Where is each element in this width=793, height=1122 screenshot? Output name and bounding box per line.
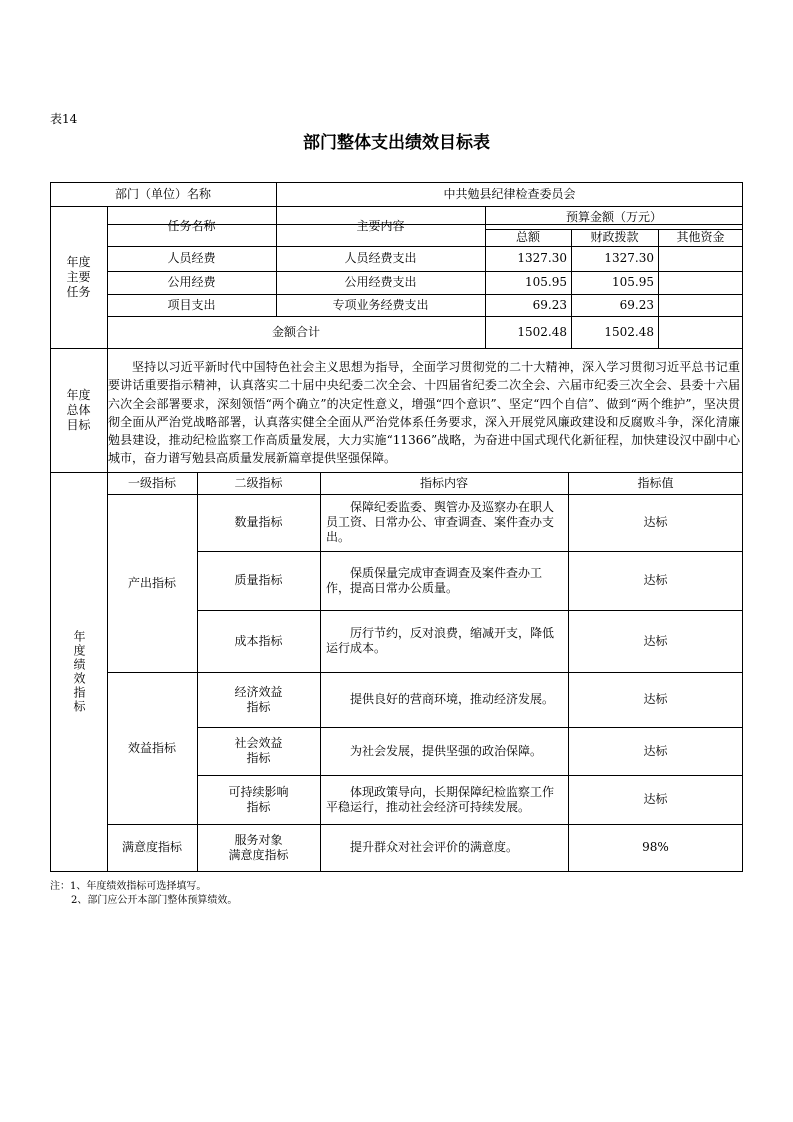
indicator-value: 达标 [643, 743, 668, 758]
indicator-content: 为社会发展，提供坚强的政治保障。 [350, 743, 543, 758]
col-fiscal: 财政拨款 [590, 230, 639, 244]
task-content: 专项业务经费支出 [332, 297, 429, 312]
task-name: 公用经费 [167, 275, 216, 289]
footnote: 注：1、年度绩效指标可选择填写。 [50, 881, 207, 892]
task-fiscal: 69.23 [619, 297, 654, 312]
tasks-section-label: 年度 主要 任务 [66, 254, 91, 299]
indicator-value: 98% [642, 840, 669, 854]
task-name: 人员经费 [167, 251, 216, 265]
level2-indicator: 经济效益 指标 [234, 684, 283, 714]
indicator-value: 达标 [643, 692, 668, 706]
level2-indicator: 服务对象 满意度指标 [228, 832, 289, 862]
task-content: 公用经费支出 [344, 275, 417, 289]
indicator-value: 达标 [643, 515, 668, 529]
col-budget: 预算金额（万元） [565, 210, 662, 224]
page-title: 部门整体支出绩效目标表 [303, 133, 490, 153]
table-number: 表14 [50, 112, 78, 126]
task-total: 105.95 [525, 275, 567, 289]
indicator-content: 体现政策导向，长期保障纪检监察工作平稳运行，推动社会经济可持续发展。 [326, 784, 555, 814]
task-name: 项目支出 [167, 297, 216, 312]
col-task-name: 任务名称 [167, 218, 216, 233]
col-other: 其他资金 [676, 230, 725, 244]
indicator-content: 提供良好的营商环境，推动经济发展。 [350, 692, 555, 706]
performance-target-table [50, 182, 743, 872]
col-indicator-content: 指标内容 [419, 475, 468, 490]
level1-benefit: 效益指标 [127, 740, 176, 755]
task-content: 人员经费支出 [344, 251, 417, 265]
task-fiscal: 1327.30 [604, 251, 654, 265]
sum-other [658, 316, 743, 348]
col-task-content: 主要内容 [356, 218, 405, 233]
col-total: 总额 [515, 230, 540, 244]
task-other [658, 294, 743, 316]
level2-indicator: 可持续影响 指标 [228, 784, 289, 814]
col-level2: 二级指标 [234, 475, 283, 490]
indicator-content: 厉行节约，反对浪费，缩减开支，降低运行成本。 [326, 626, 555, 655]
level1-satisfaction: 满意度指标 [121, 840, 182, 854]
dept-name: 中共勉县纪律检查委员会 [443, 186, 576, 201]
footnotes [50, 880, 237, 908]
task-other [658, 246, 743, 271]
level2-indicator: 社会效益 指标 [234, 736, 283, 765]
indicator-value: 达标 [643, 633, 668, 648]
task-other [658, 271, 743, 294]
level2-indicator: 成本指标 [234, 633, 283, 648]
task-fiscal: 105.95 [612, 275, 654, 289]
col-level1: 一级指标 [127, 475, 176, 490]
indicator-value: 达标 [643, 573, 668, 587]
col-indicator-value: 指标值 [637, 475, 674, 490]
indicator-content: 提升群众对社会评价的满意度。 [350, 840, 519, 854]
indicator-content: 保质保量完成审查调查及案件查办工作，提高日常办公质量。 [326, 565, 543, 595]
perf-section-label: 年度绩效指标 [72, 630, 86, 714]
dept-label: 部门（单位）名称 [114, 186, 211, 201]
sum-total: 1502.48 [517, 324, 567, 339]
goal-section-label: 年度 总体 目标 [66, 387, 91, 432]
footnote: 2、部门应公开本部门整体预算绩效。 [71, 895, 238, 906]
task-total: 69.23 [532, 297, 567, 312]
level1-output: 产出指标 [127, 575, 176, 590]
indicator-content: 保障纪委监委、舆管办及巡察办在职人员工资、日常办公、审查调查、案件查办支出。 [326, 500, 555, 544]
annual-goal-text: 坚持以习近平新时代中国特色社会主义思想为指导，全面学习贯彻党的二十大精神，深入学习贯彻习近平总书记重要讲话重要指示精神，认真落实二十届中央纪委二次全会、十四届省纪委二次全会、六届市纪委三次全会、县委十六届六次全会部署要求，深刻领悟“两个确立”的决定性意义，增强“四个意识”、坚定“四个自信”、做到“两个维护”，坚决贯彻全面从严治党战略部署，认真落实健全全面从严治党体系任务要求，深入开展党风廉政建设和反腐败斗争，深化清廉勉县建设，推动纪检监察工作高质量发展，大力实施“11366”战略，为奋进中国式现代化新征程，加快建设汉中副中心城市，奋力谱写勉县高质量发展新篇章提供坚强保障。 [108, 360, 740, 466]
indicator-value: 达标 [643, 792, 668, 806]
sum-fiscal: 1502.48 [604, 324, 654, 339]
task-total: 1327.30 [517, 251, 567, 265]
level2-indicator: 数量指标 [234, 515, 283, 529]
sum-label: 金额合计 [271, 324, 320, 339]
level2-indicator: 质量指标 [234, 573, 283, 587]
